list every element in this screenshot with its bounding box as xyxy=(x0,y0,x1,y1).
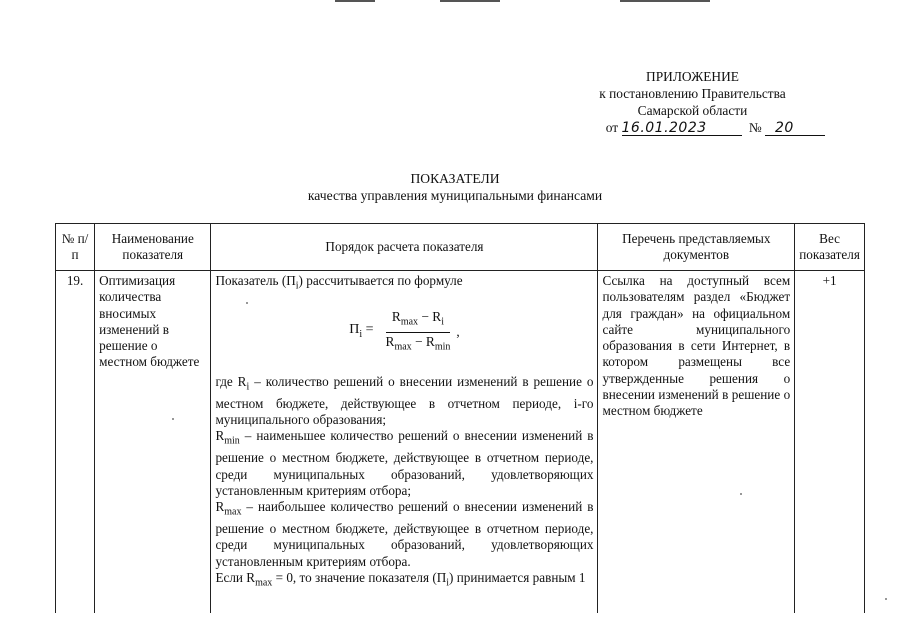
definition-rmax: $R_{max}$ – наибольшее количество решений о внесении изменений в решение о местном бюджете, действующее в отчетном периоде, среди муниципальных образований, удовлетворяющих установленным критериям отбора. xyxy=(215,499,594,569)
row-weight: +1 xyxy=(795,271,865,614)
scan-edge-mark xyxy=(335,0,375,2)
formula xyxy=(215,309,593,356)
header-num: № п/п xyxy=(56,224,95,271)
decree-number: 20 xyxy=(765,121,825,136)
appendix-line-2: Самарской области xyxy=(637,103,748,118)
formula-lhs: $П_i$ = xyxy=(349,321,374,340)
table-row xyxy=(56,271,865,614)
number-prefix: № xyxy=(748,120,762,135)
formula-numerator: $R_{max} - R_i$ xyxy=(386,309,450,333)
decree-date: 16.01.2023 xyxy=(622,121,742,136)
indicators-table xyxy=(55,223,865,613)
document-title: ПОКАЗАТЕЛИ xyxy=(410,171,500,186)
scan-speck xyxy=(172,418,174,420)
formula-comma: , xyxy=(456,324,460,340)
formula-fraction xyxy=(380,308,460,356)
header-calc: Порядок расчета показателя xyxy=(211,224,598,271)
scan-edge-mark xyxy=(440,0,500,2)
document-heading xyxy=(250,170,660,204)
document-subtitle: качества управления муниципальными финансами xyxy=(307,188,603,203)
definition-rmin: $R_{min}$ – наименьшее количество решений о внесении изменений в решение о местном бюджете, действующее в отчетном периоде, среди муниципальных образований, удовлетворяющих установленным критериям отбора; xyxy=(215,428,594,498)
appendix-line-1: к постановлению Правительства xyxy=(599,86,786,101)
header-weight: Вес показателя xyxy=(795,224,865,271)
row-name: Оптимизация количества вносимых изменений в решение о местном бюджете xyxy=(95,271,211,614)
row-num: 19. xyxy=(56,271,95,614)
scan-speck xyxy=(740,493,742,495)
appendix-block xyxy=(560,68,825,136)
table-header-row xyxy=(56,224,865,271)
row-docs: Ссылка на доступный всем пользователям раздел «Бюджет для граждан» на официальном сайте муниципального образования в сети Интернет, в котором размещены все утвержденные решения о внесении изменений в решение о местном бюджете xyxy=(598,271,795,614)
scan-speck xyxy=(885,598,887,600)
header-name: Наименование показателя xyxy=(95,224,211,271)
row-calc xyxy=(211,271,598,614)
date-prefix: от xyxy=(605,120,619,135)
condition-text: Если $R_{max} = 0$, то значение показателя $(П_i)$ принимается равным 1 xyxy=(215,570,586,589)
header-docs: Перечень представляемых документов xyxy=(598,224,795,271)
decree-date-number xyxy=(560,119,825,136)
definition-ri: где $R_i$ – количество решений о внесении изменений в решение о местном бюджете, действующее в отчетном периоде, i-го муниципального образования; xyxy=(215,373,594,428)
appendix-title: ПРИЛОЖЕНИЕ xyxy=(646,69,739,84)
scan-edge-mark xyxy=(620,0,710,2)
calc-intro: Показатель $(П_i)$ рассчитывается по формуле xyxy=(215,273,463,292)
scan-speck xyxy=(246,302,248,304)
formula-denominator: $R_{max} - R_{min}$ xyxy=(385,333,451,353)
